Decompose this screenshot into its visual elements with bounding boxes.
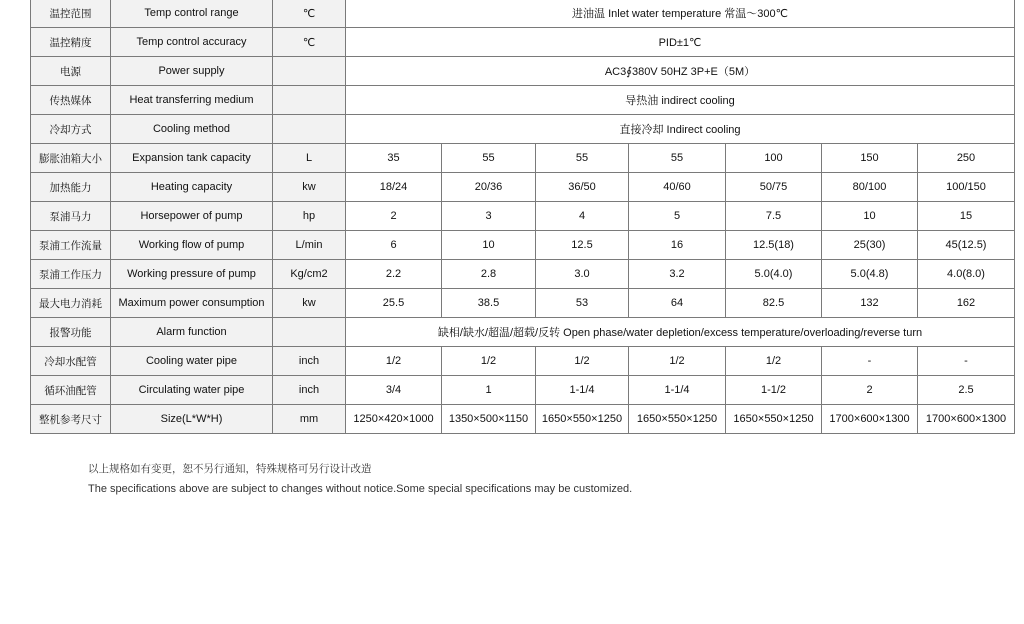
table-row bbox=[31, 405, 1015, 434]
value-cell: 5.0(4.8) bbox=[822, 260, 918, 289]
value-cell: 1/2 bbox=[629, 347, 726, 376]
row-label-chinese: 最大电力消耗 bbox=[31, 289, 111, 318]
row-merged-value: 进油温 Inlet water temperature 常温～300℃ bbox=[346, 0, 1015, 28]
row-label-chinese: 电源 bbox=[31, 57, 111, 86]
row-label-english: Temp control range bbox=[111, 0, 273, 28]
value-cell: 5.0(4.0) bbox=[726, 260, 822, 289]
value-cell: 1/2 bbox=[346, 347, 442, 376]
value-cell: 100/150 bbox=[918, 173, 1015, 202]
value-cell: 2.2 bbox=[346, 260, 442, 289]
value-cell: 38.5 bbox=[442, 289, 536, 318]
value-cell: 4.0(8.0) bbox=[918, 260, 1015, 289]
spec-table bbox=[30, 0, 1015, 434]
value-cell: 55 bbox=[442, 144, 536, 173]
value-cell: 1 bbox=[442, 376, 536, 405]
value-cell: 5 bbox=[629, 202, 726, 231]
value-cell: 1650×550×1250 bbox=[536, 405, 629, 434]
value-cell: 36/50 bbox=[536, 173, 629, 202]
row-label-english: Horsepower of pump bbox=[111, 202, 273, 231]
value-cell: 1-1/4 bbox=[536, 376, 629, 405]
value-cell: 20/36 bbox=[442, 173, 536, 202]
row-label-chinese: 循环油配管 bbox=[31, 376, 111, 405]
table-row bbox=[31, 144, 1015, 173]
value-cell: 4 bbox=[536, 202, 629, 231]
value-cell: - bbox=[822, 347, 918, 376]
row-label-english: Alarm function bbox=[111, 318, 273, 347]
row-unit bbox=[273, 57, 346, 86]
value-cell: 150 bbox=[822, 144, 918, 173]
note-chinese: 以上规格如有变更，恕不另行通知，特殊规格可另行设计改造 bbox=[88, 463, 372, 475]
row-unit: L/min bbox=[273, 231, 346, 260]
value-cell: 82.5 bbox=[726, 289, 822, 318]
value-cell: 250 bbox=[918, 144, 1015, 173]
table-row bbox=[31, 57, 1015, 86]
row-label-chinese: 温控精度 bbox=[31, 28, 111, 57]
value-cell: 6 bbox=[346, 231, 442, 260]
value-cell: 3.0 bbox=[536, 260, 629, 289]
row-label-english: Cooling water pipe bbox=[111, 347, 273, 376]
value-cell: 162 bbox=[918, 289, 1015, 318]
value-cell: 2.5 bbox=[918, 376, 1015, 405]
row-label-chinese: 冷却水配管 bbox=[31, 347, 111, 376]
value-cell: 15 bbox=[918, 202, 1015, 231]
value-cell: 1-1/4 bbox=[629, 376, 726, 405]
table-row bbox=[31, 318, 1015, 347]
row-unit: Kg/cm2 bbox=[273, 260, 346, 289]
value-cell: 1700×600×1300 bbox=[918, 405, 1015, 434]
value-cell: 35 bbox=[346, 144, 442, 173]
row-unit: ℃ bbox=[273, 28, 346, 57]
row-label-english: Expansion tank capacity bbox=[111, 144, 273, 173]
table-row bbox=[31, 173, 1015, 202]
value-cell: 64 bbox=[629, 289, 726, 318]
value-cell: 53 bbox=[536, 289, 629, 318]
value-cell: 25.5 bbox=[346, 289, 442, 318]
value-cell: 2 bbox=[822, 376, 918, 405]
row-label-english: Heat transferring medium bbox=[111, 86, 273, 115]
row-label-english: Working pressure of pump bbox=[111, 260, 273, 289]
value-cell: 10 bbox=[442, 231, 536, 260]
value-cell: 80/100 bbox=[822, 173, 918, 202]
note-english: The specifications above are subject to changes without notice.Some special specifications may be customized. bbox=[88, 483, 633, 495]
row-label-chinese: 冷却方式 bbox=[31, 115, 111, 144]
value-cell: 1-1/2 bbox=[726, 376, 822, 405]
row-label-chinese: 报警功能 bbox=[31, 318, 111, 347]
value-cell: 1/2 bbox=[536, 347, 629, 376]
row-label-chinese: 泵浦工作压力 bbox=[31, 260, 111, 289]
row-unit: kw bbox=[273, 289, 346, 318]
row-unit: inch bbox=[273, 376, 346, 405]
value-cell: 2.8 bbox=[442, 260, 536, 289]
value-cell: 45(12.5) bbox=[918, 231, 1015, 260]
value-cell: 40/60 bbox=[629, 173, 726, 202]
row-unit bbox=[273, 318, 346, 347]
value-cell: 55 bbox=[629, 144, 726, 173]
value-cell: 1/2 bbox=[726, 347, 822, 376]
row-unit bbox=[273, 115, 346, 144]
value-cell: 3 bbox=[442, 202, 536, 231]
value-cell: 12.5(18) bbox=[726, 231, 822, 260]
value-cell: 3.2 bbox=[629, 260, 726, 289]
value-cell: 7.5 bbox=[726, 202, 822, 231]
spec-table-body bbox=[31, 0, 1015, 434]
row-unit: hp bbox=[273, 202, 346, 231]
row-merged-value: AC3∮380V 50HZ 3P+E（5M） bbox=[346, 57, 1015, 86]
row-label-chinese: 传热媒体 bbox=[31, 86, 111, 115]
row-label-english: Power supply bbox=[111, 57, 273, 86]
table-row bbox=[31, 86, 1015, 115]
row-label-chinese: 温控范围 bbox=[31, 0, 111, 28]
table-row bbox=[31, 260, 1015, 289]
value-cell: 2 bbox=[346, 202, 442, 231]
row-label-english: Maximum power consumption bbox=[111, 289, 273, 318]
row-label-chinese: 泵浦工作流量 bbox=[31, 231, 111, 260]
value-cell: 100 bbox=[726, 144, 822, 173]
value-cell: 1350×500×1150 bbox=[442, 405, 536, 434]
table-row bbox=[31, 347, 1015, 376]
value-cell: 3/4 bbox=[346, 376, 442, 405]
value-cell: - bbox=[918, 347, 1015, 376]
table-row bbox=[31, 115, 1015, 144]
row-merged-value: 直接冷却 Indirect cooling bbox=[346, 115, 1015, 144]
value-cell: 10 bbox=[822, 202, 918, 231]
value-cell: 16 bbox=[629, 231, 726, 260]
value-cell: 1/2 bbox=[442, 347, 536, 376]
row-unit: L bbox=[273, 144, 346, 173]
row-label-chinese: 泵浦马力 bbox=[31, 202, 111, 231]
table-row bbox=[31, 202, 1015, 231]
row-merged-value: 缺相/缺水/超温/超载/反转 Open phase/water depletion/excess temperature/overloading/reverse turn bbox=[346, 318, 1015, 347]
value-cell: 1650×550×1250 bbox=[629, 405, 726, 434]
row-label-english: Temp control accuracy bbox=[111, 28, 273, 57]
table-row bbox=[31, 231, 1015, 260]
row-unit: ℃ bbox=[273, 0, 346, 28]
value-cell: 25(30) bbox=[822, 231, 918, 260]
row-label-chinese: 加热能力 bbox=[31, 173, 111, 202]
row-unit: kw bbox=[273, 173, 346, 202]
row-merged-value: PID±1℃ bbox=[346, 28, 1015, 57]
row-label-english: Heating capacity bbox=[111, 173, 273, 202]
table-row bbox=[31, 376, 1015, 405]
value-cell: 18/24 bbox=[346, 173, 442, 202]
value-cell: 1650×550×1250 bbox=[726, 405, 822, 434]
row-label-english: Size(L*W*H) bbox=[111, 405, 273, 434]
notes bbox=[88, 459, 632, 499]
row-unit: inch bbox=[273, 347, 346, 376]
row-label-english: Cooling method bbox=[111, 115, 273, 144]
row-label-chinese: 膨胀油箱大小 bbox=[31, 144, 111, 173]
table-row bbox=[31, 28, 1015, 57]
row-label-english: Working flow of pump bbox=[111, 231, 273, 260]
value-cell: 12.5 bbox=[536, 231, 629, 260]
value-cell: 50/75 bbox=[726, 173, 822, 202]
table-row bbox=[31, 0, 1015, 28]
row-merged-value: 导热油 indirect cooling bbox=[346, 86, 1015, 115]
row-unit bbox=[273, 86, 346, 115]
row-label-chinese: 整机参考尺寸 bbox=[31, 405, 111, 434]
table-row bbox=[31, 289, 1015, 318]
value-cell: 1250×420×1000 bbox=[346, 405, 442, 434]
value-cell: 132 bbox=[822, 289, 918, 318]
row-unit: mm bbox=[273, 405, 346, 434]
value-cell: 1700×600×1300 bbox=[822, 405, 918, 434]
row-label-english: Circulating water pipe bbox=[111, 376, 273, 405]
value-cell: 55 bbox=[536, 144, 629, 173]
